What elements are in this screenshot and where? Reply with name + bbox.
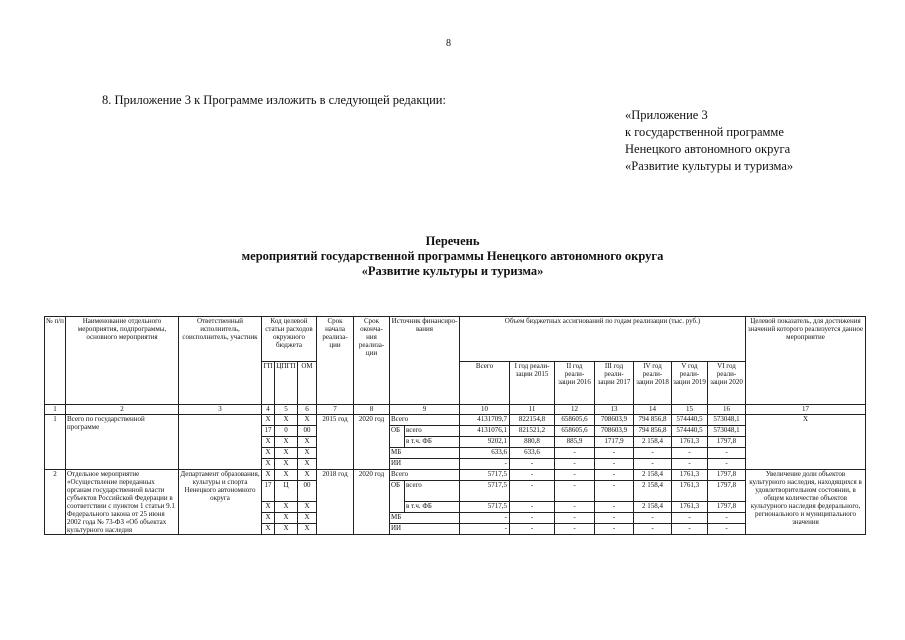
budget-value: 708603,9 — [595, 415, 634, 426]
budget-value: - — [708, 524, 746, 535]
column-index-row — [45, 405, 866, 415]
budget-value: - — [708, 513, 746, 524]
title-line: Перечень — [425, 234, 480, 248]
funding-source: ОБ — [390, 426, 405, 448]
header-year-3: III год реали- зации 2017 — [595, 362, 634, 405]
budget-value: - — [510, 524, 555, 535]
code-gp: X — [262, 502, 275, 513]
budget-value: - — [634, 448, 672, 459]
code-cpgp: X — [275, 470, 298, 481]
header-year-2: II год реали- зации 2016 — [555, 362, 595, 405]
budget-value: 880,8 — [510, 437, 555, 448]
row-number: 1 — [45, 415, 66, 470]
budget-value: 821521,2 — [510, 426, 555, 437]
budget-value: 708603,9 — [595, 426, 634, 437]
code-cpgp: X — [275, 448, 298, 459]
code-cpgp: X — [275, 437, 298, 448]
appendix-heading — [625, 107, 793, 175]
budget-value: - — [595, 448, 634, 459]
funding-source: ИИ — [390, 524, 460, 535]
budget-value: 1797,8 — [708, 470, 746, 481]
column-index-cell: 7 — [317, 405, 354, 415]
budget-value: - — [595, 470, 634, 481]
budget-value: 9202,1 — [460, 437, 510, 448]
column-index-cell: 9 — [390, 405, 460, 415]
responsible-executor: Департамент образования, культуры и спорта Ненецкого автономного округа — [179, 470, 262, 535]
appendix-line: Ненецкого автономного округа — [625, 142, 791, 156]
budget-value: 1717,9 — [595, 437, 634, 448]
appendix-line: «Развитие культуры и туризма» — [625, 159, 794, 173]
column-index-cell: 10 — [460, 405, 510, 415]
column-index-cell: 8 — [354, 405, 390, 415]
code-cpgp: X — [275, 502, 298, 513]
header-name: Наименование отдельного мероприятия, подпрограммы, основного мероприятия — [66, 317, 179, 405]
end-year: 2020 год — [354, 415, 390, 470]
budget-value: 1797,8 — [708, 481, 746, 502]
budget-value: 574440,5 — [672, 426, 708, 437]
code-om: X — [298, 513, 317, 524]
code-om: X — [298, 524, 317, 535]
budget-value: - — [510, 470, 555, 481]
header-executor: Ответственный исполнитель, соисполнитель, участник — [179, 317, 262, 405]
budget-value: - — [634, 513, 672, 524]
table-row — [45, 415, 866, 426]
header-gp: ГП — [262, 362, 275, 405]
budget-value: - — [595, 481, 634, 502]
budget-value: 5717,5 — [460, 481, 510, 502]
code-cpgp: X — [275, 459, 298, 470]
budget-value: 5717,5 — [460, 502, 510, 513]
code-om: X — [298, 470, 317, 481]
code-cpgp: X — [275, 415, 298, 426]
budget-value: - — [510, 481, 555, 502]
budget-value: 1761,3 — [672, 437, 708, 448]
column-index-cell: 3 — [179, 405, 262, 415]
header-code: Код целевой статьи расходов окружного бюджета — [262, 317, 317, 362]
header-cpgp: ЦПГП — [275, 362, 298, 405]
budget-value: 885,9 — [555, 437, 595, 448]
funding-subsource: всего — [405, 481, 460, 502]
budget-value: - — [634, 459, 672, 470]
budget-value: - — [672, 524, 708, 535]
column-index-cell: 2 — [66, 405, 179, 415]
end-year: 2020 год — [354, 470, 390, 535]
target-indicator: Увеличение доли объектов культурного наследия, находящихся в удовлетворительном состоянии, в общем количестве объектов культурного наследия федерального, регионального и муниципального значения — [746, 470, 866, 535]
budget-value: - — [460, 513, 510, 524]
code-gp: X — [262, 459, 275, 470]
budget-value: - — [510, 459, 555, 470]
intro-paragraph: 8. Приложение 3 к Программе изложить в следующей редакции: — [102, 93, 446, 107]
header-year-1: I год реали- зации 2015 — [510, 362, 555, 405]
start-year: 2018 год — [317, 470, 354, 535]
budget-value: - — [595, 513, 634, 524]
table-row — [45, 470, 866, 481]
budget-value: - — [510, 502, 555, 513]
document-title — [0, 234, 905, 279]
code-om: X — [298, 448, 317, 459]
column-index-cell: 14 — [634, 405, 672, 415]
column-index-cell: 13 — [595, 405, 634, 415]
row-number: 2 — [45, 470, 66, 535]
header-num: № п/п — [45, 317, 66, 405]
code-om: X — [298, 459, 317, 470]
code-om: 00 — [298, 426, 317, 437]
budget-value: - — [460, 459, 510, 470]
budget-value: 4131076,1 — [460, 426, 510, 437]
budget-value: 822154,8 — [510, 415, 555, 426]
title-line: мероприятий государственной программы Ненецкого автономного округа — [241, 249, 664, 263]
budget-value: - — [555, 459, 595, 470]
budget-value: - — [595, 524, 634, 535]
funding-subsource: в т.ч. ФБ — [405, 502, 460, 513]
funding-source: Всего — [390, 415, 460, 426]
budget-value: - — [510, 513, 555, 524]
program-measures-table — [44, 316, 866, 535]
budget-value: - — [672, 459, 708, 470]
code-cpgp: 0 — [275, 426, 298, 437]
funding-subsource: в т.ч. ФБ — [405, 437, 460, 448]
code-gp: X — [262, 415, 275, 426]
funding-source: Всего — [390, 470, 460, 481]
budget-value: 1797,8 — [708, 437, 746, 448]
funding-source: МБ — [390, 513, 460, 524]
code-gp: 17 — [262, 426, 275, 437]
header-source: Источник финансиро- вания — [390, 317, 460, 405]
appendix-line: к государственной программе — [625, 125, 784, 139]
measure-name: Отдельное мероприятие «Осуществление переданных органам государственной власти субъектов Российской Федерации в соответствии с пунктом 1 статьи 9.1 Федерального закона от 25 июня 2002 года № 73-ФЗ «Об объектах культурного наследия — [66, 470, 179, 535]
budget-value: 658605,6 — [555, 415, 595, 426]
code-gp: X — [262, 470, 275, 481]
code-om: 00 — [298, 481, 317, 502]
column-index-cell: 1 — [45, 405, 66, 415]
budget-value: 1797,8 — [708, 502, 746, 513]
budget-value: 573048,1 — [708, 426, 746, 437]
target-indicator: X — [746, 415, 866, 470]
funding-source: ОБ — [390, 481, 405, 513]
budget-value: 1761,3 — [672, 502, 708, 513]
budget-value: 1761,3 — [672, 470, 708, 481]
code-om: X — [298, 415, 317, 426]
budget-value: - — [555, 502, 595, 513]
budget-value: 633,6 — [460, 448, 510, 459]
budget-value: - — [595, 459, 634, 470]
code-om: X — [298, 502, 317, 513]
header-end: Срок оконча- ния реализа- ции — [354, 317, 390, 405]
title-line: «Развитие культуры и туризма» — [361, 264, 544, 278]
budget-value: - — [634, 524, 672, 535]
code-gp: X — [262, 513, 275, 524]
header-om: ОМ — [298, 362, 317, 405]
column-index-cell: 15 — [672, 405, 708, 415]
responsible-executor — [179, 415, 262, 470]
budget-value: - — [672, 513, 708, 524]
budget-value: - — [555, 470, 595, 481]
budget-value: 2 158,4 — [634, 502, 672, 513]
header-start: Срок начала реализа- ции — [317, 317, 354, 405]
column-index-cell: 17 — [746, 405, 866, 415]
funding-source: МБ — [390, 448, 460, 459]
budget-value: - — [708, 459, 746, 470]
header-year-6: VI год реали- зации 2020 — [708, 362, 746, 405]
header-year-5: V год реали- зации 2019 — [672, 362, 708, 405]
budget-value: 2 158,4 — [634, 470, 672, 481]
column-index-cell: 12 — [555, 405, 595, 415]
budget-value: 574440,5 — [672, 415, 708, 426]
code-om: X — [298, 437, 317, 448]
column-index-cell: 16 — [708, 405, 746, 415]
budget-value: - — [672, 448, 708, 459]
code-gp: 17 — [262, 481, 275, 502]
measure-name: Всего по государственной программе — [66, 415, 179, 470]
code-cpgp: X — [275, 513, 298, 524]
column-index-cell: 5 — [275, 405, 298, 415]
code-cpgp: X — [275, 524, 298, 535]
column-index-cell: 6 — [298, 405, 317, 415]
budget-value: 658605,6 — [555, 426, 595, 437]
budget-value: 573048,1 — [708, 415, 746, 426]
budget-value: - — [595, 502, 634, 513]
budget-value: 5717,5 — [460, 470, 510, 481]
header-budget: Объем бюджетных ассигнований по годам реализации (тыс. руб.) — [460, 317, 746, 362]
budget-value: 794 856,8 — [634, 426, 672, 437]
code-gp: X — [262, 448, 275, 459]
budget-value: - — [555, 481, 595, 502]
page-number: 8 — [446, 38, 451, 49]
budget-value: 2 158,4 — [634, 481, 672, 502]
funding-subsource: всего — [405, 426, 460, 437]
budget-value: - — [555, 513, 595, 524]
budget-value: 4131709,7 — [460, 415, 510, 426]
budget-value: - — [555, 524, 595, 535]
budget-value: 633,6 — [510, 448, 555, 459]
budget-value: - — [460, 524, 510, 535]
header-year-4: IV год реали- зации 2018 — [634, 362, 672, 405]
code-gp: X — [262, 524, 275, 535]
start-year: 2015 год — [317, 415, 354, 470]
header-target: Целевой показатель, для достижения значений которого реализуется данное мероприятие — [746, 317, 866, 405]
appendix-line: «Приложение 3 — [625, 108, 708, 122]
column-index-cell: 11 — [510, 405, 555, 415]
code-cpgp: Ц — [275, 481, 298, 502]
header-total: Всего — [460, 362, 510, 405]
budget-value: 1761,3 — [672, 481, 708, 502]
column-index-cell: 4 — [262, 405, 275, 415]
budget-value: - — [708, 448, 746, 459]
code-gp: X — [262, 437, 275, 448]
budget-value: 2 158,4 — [634, 437, 672, 448]
budget-value: 794 856,8 — [634, 415, 672, 426]
funding-source: ИИ — [390, 459, 460, 470]
budget-value: - — [555, 448, 595, 459]
